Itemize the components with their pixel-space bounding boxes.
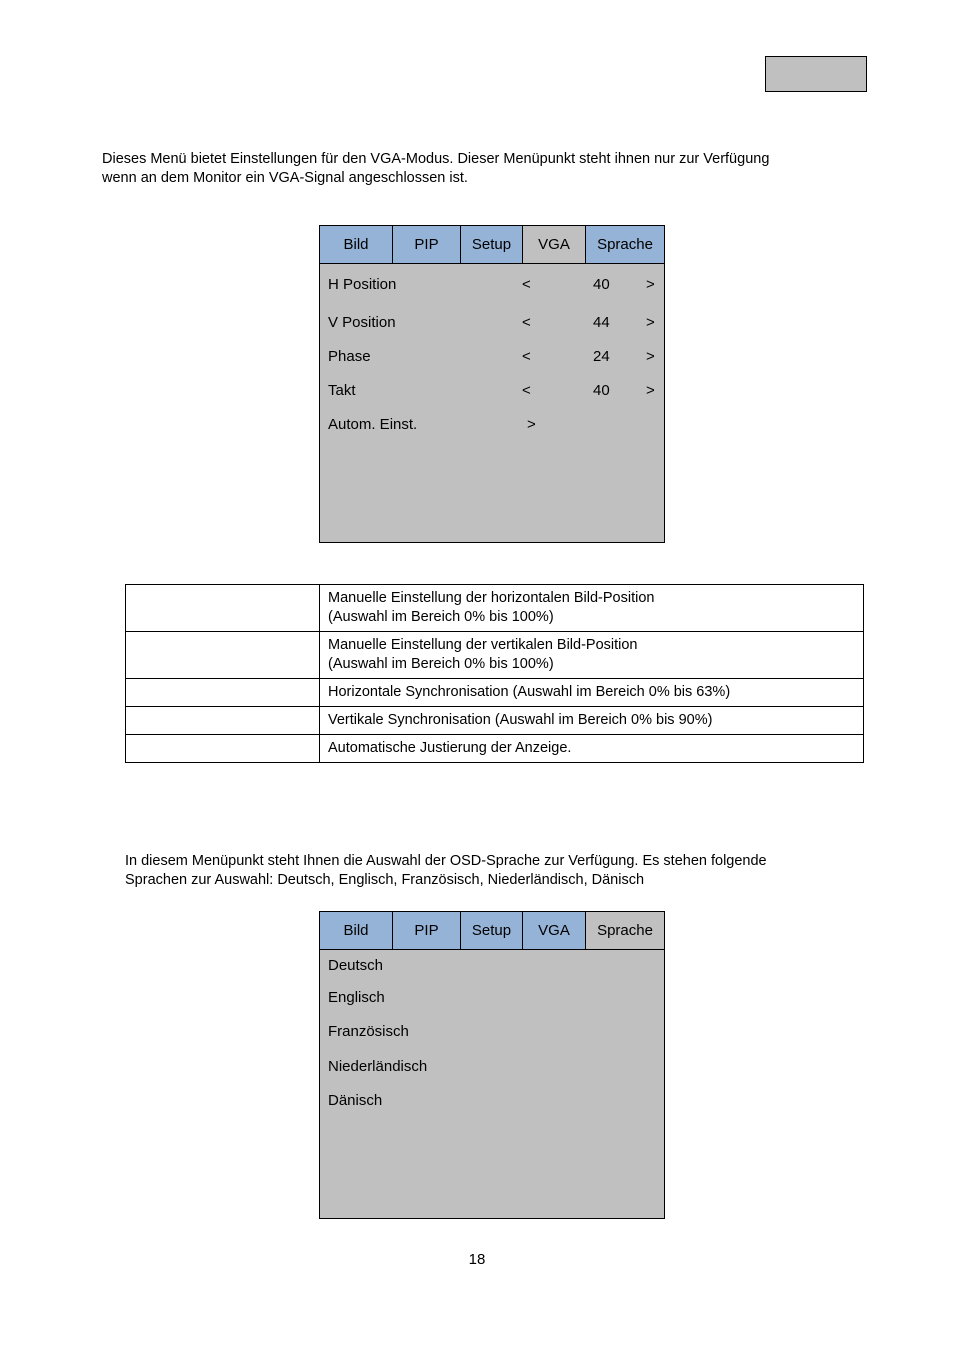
vga-intro-line-1: Dieses Menü bietet Einstellungen für den VGA-Modus. Dieser Menüpunkt steht ihnen nur zur Verfügung [102, 151, 770, 167]
tab-bild[interactable]: Bild [320, 226, 393, 263]
description-line: Manuelle Einstellung der vertikalen Bild-Position [328, 637, 638, 653]
description-line: Vertikale Synchronisation (Auswahl im Bereich 0% bis 90%) [328, 712, 713, 728]
tab-pip[interactable]: PIP [393, 226, 461, 263]
language-label: Dänisch [328, 1092, 383, 1109]
item-value: 24 [593, 348, 610, 365]
menu-item-phase[interactable] [320, 347, 664, 367]
header-grey-box [765, 56, 867, 92]
setting-description-cell [320, 632, 864, 679]
language-intro-paragraph [125, 852, 767, 890]
language-intro-line-1: In diesem Menüpunkt steht Ihnen die Auswahl der OSD-Sprache zur Verfügung. Es stehen folgende [125, 853, 767, 869]
table-row [126, 707, 864, 735]
tab-setup[interactable]: Setup [461, 912, 523, 949]
language-option-englisch[interactable] [320, 988, 664, 1008]
tab-vga-active[interactable]: VGA [523, 226, 586, 263]
setting-name-cell [126, 585, 320, 632]
language-option-daenisch[interactable] [320, 1091, 664, 1111]
language-intro-line-2: Sprachen zur Auswahl: Deutsch, Englisch, Französisch, Niederländisch, Dänisch [125, 872, 645, 888]
setting-name-cell [126, 632, 320, 679]
tab-sprache-active[interactable]: Sprache [586, 912, 664, 949]
tab-pip[interactable]: PIP [393, 912, 461, 949]
language-label: Deutsch [328, 957, 384, 974]
tab-bild[interactable]: Bild [320, 912, 393, 949]
table-row [126, 735, 864, 763]
language-label: Englisch [328, 989, 385, 1006]
vga-intro-line-2: wenn an dem Monitor ein VGA-Signal angeschlossen ist. [102, 170, 468, 186]
setting-description-cell [320, 585, 864, 632]
language-label: Niederländisch [328, 1058, 428, 1075]
setting-name-cell [126, 679, 320, 707]
setting-description-cell [320, 735, 864, 763]
vga-settings-description-table [125, 584, 864, 763]
vga-osd-menu [319, 225, 665, 543]
item-label: V Position [328, 314, 396, 331]
increase-arrow[interactable]: > [646, 348, 655, 365]
item-label: Autom. Einst. [328, 416, 418, 433]
description-line: Horizontale Synchronisation (Auswahl im Bereich 0% bis 63%) [328, 684, 731, 700]
decrease-arrow[interactable]: < [522, 276, 531, 293]
increase-arrow[interactable]: > [646, 276, 655, 293]
language-option-franzoesisch[interactable] [320, 1022, 664, 1042]
decrease-arrow[interactable]: < [522, 348, 531, 365]
table-row [126, 679, 864, 707]
item-label: H Position [328, 276, 397, 293]
item-label: Phase [328, 348, 371, 365]
language-option-deutsch[interactable] [320, 956, 664, 976]
language-label: Französisch [328, 1023, 409, 1040]
setting-name-cell [126, 735, 320, 763]
decrease-arrow[interactable]: < [522, 382, 531, 399]
language-osd-menu [319, 911, 665, 1219]
item-value: 40 [593, 276, 610, 293]
description-line: (Auswahl im Bereich 0% bis 100%) [328, 609, 554, 625]
item-value: 40 [593, 382, 610, 399]
decrease-arrow[interactable]: < [522, 314, 531, 331]
item-value: 44 [593, 314, 610, 331]
tab-sprache[interactable]: Sprache [586, 226, 664, 263]
description-line: (Auswahl im Bereich 0% bis 100%) [328, 656, 554, 672]
setting-name-cell [126, 707, 320, 735]
menu-item-takt[interactable] [320, 381, 664, 401]
tab-vga[interactable]: VGA [523, 912, 586, 949]
osd-tab-bar [320, 912, 664, 950]
menu-item-autom-einst[interactable] [320, 415, 664, 435]
increase-arrow[interactable]: > [646, 382, 655, 399]
osd-tab-bar [320, 226, 664, 264]
tab-setup[interactable]: Setup [461, 226, 523, 263]
menu-item-v-position[interactable] [320, 313, 664, 333]
description-line: Manuelle Einstellung der horizontalen Bild-Position [328, 590, 655, 606]
menu-item-h-position[interactable] [320, 275, 664, 295]
page-number: 18 [468, 1251, 486, 1268]
execute-arrow[interactable]: > [527, 416, 536, 433]
description-line: Automatische Justierung der Anzeige. [328, 740, 572, 756]
table-row [126, 585, 864, 632]
setting-description-cell [320, 707, 864, 735]
language-option-niederlaendisch[interactable] [320, 1057, 664, 1077]
increase-arrow[interactable]: > [646, 314, 655, 331]
item-label: Takt [328, 382, 356, 399]
setting-description-cell [320, 679, 864, 707]
vga-intro-paragraph [102, 150, 769, 188]
table-row [126, 632, 864, 679]
